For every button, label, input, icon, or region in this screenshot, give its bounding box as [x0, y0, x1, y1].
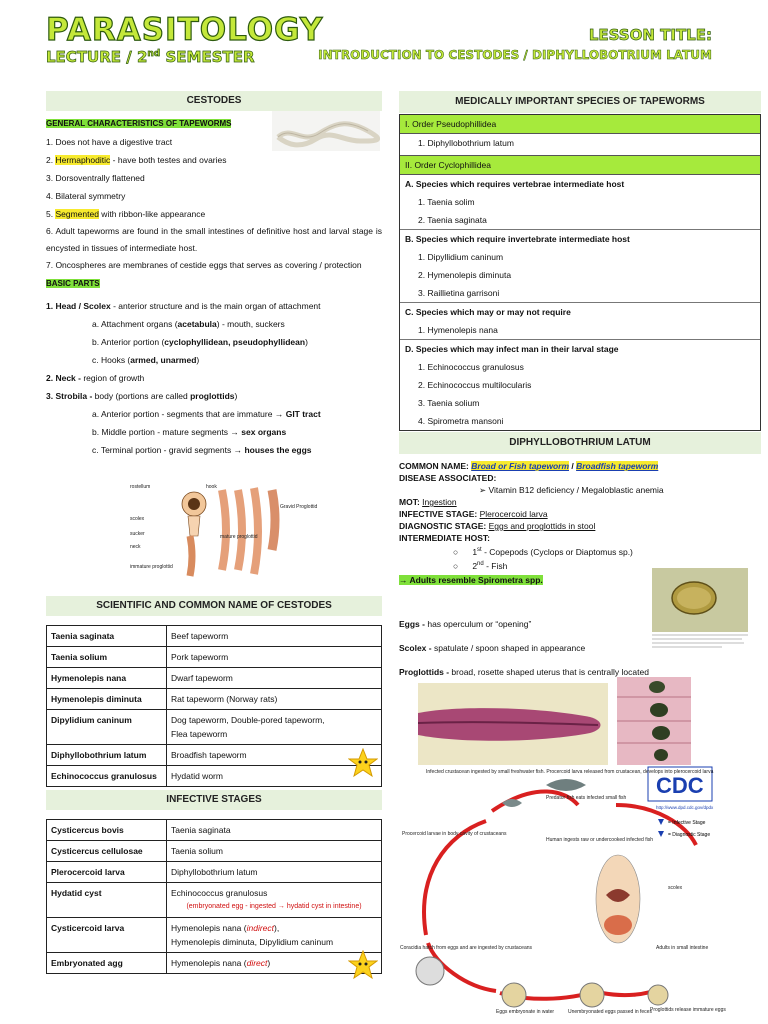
legend-diagnostic: = Diagnostic Stage — [668, 832, 711, 838]
proglottid-photo — [617, 677, 691, 765]
star-sticker-2 — [348, 950, 378, 980]
table-row: Cysticercus bovis Taenia saginata — [47, 820, 382, 841]
species-item: 2. Echinococcus multilocularis — [418, 380, 532, 390]
lesson-title: INTRODUCTION TO CESTODES / DIPHYLLOBOTRIUM LATUM — [318, 48, 712, 62]
gen-char-heading: GENERAL CHARACTERISTICS OF TAPEWORMS — [46, 119, 232, 128]
diphyllo-morphology — [399, 612, 649, 684]
table-row: Cysticercoid larva Hymenolepis nana (indirect), Hymenolepis diminuta, Dipylidium caninum — [47, 918, 382, 953]
diagram-label-hook: hook — [206, 484, 217, 490]
group-c-list — [400, 321, 760, 339]
lifecycle-label-1: Infected crustacean ingested by small freshwater fish. Procercoid larva released from crustacean, develops into plerocercoid larva — [426, 769, 714, 775]
table-row: Taenia saginata Beef tapeworm — [47, 626, 382, 647]
table-row: Hymenolepis diminuta Rat tapeworm (Norway rats) — [47, 689, 382, 710]
lifecycle-label-7: Unembryonated eggs passed in feces — [568, 1009, 652, 1015]
eggs-desc: Eggs - has operculum or “opening” — [399, 619, 532, 629]
species-item: 3. Taenia solium — [418, 398, 480, 408]
disease-item: ➢ Vitamin B12 deficiency / Megaloblastic anemia — [479, 485, 664, 495]
part-head-a: a. Attachment organs (acetabula) - mouth, suckers — [92, 319, 285, 329]
group-a-list — [400, 193, 760, 229]
lifecycle-label-9: Adults in small intestine — [656, 945, 709, 951]
part-neck: 2. Neck - region of growth — [46, 373, 145, 383]
mot: MOT: Ingestion — [399, 497, 457, 507]
scientific-table — [46, 625, 382, 787]
group-b-heading: B. Species which require invertebrate intermediate host — [400, 229, 760, 248]
strobila-a: a. Anterior portion - segments that are immature → GIT tract — [92, 409, 321, 419]
lifecycle-label-5: Coracidia hatch from eggs and are ingested by crustaceans — [400, 945, 533, 951]
table-row: Diphyllobothrium latum Broadfish tapeworm — [47, 745, 382, 766]
diphyllo-section — [399, 460, 761, 586]
host-2: ○ 2nd - Fish — [453, 560, 508, 571]
group-d-heading: D. Species which may infect man in their larval stage — [400, 339, 760, 358]
table-row: Hydatid cyst Echinococcus granulosus (embryonated egg - ingested → hydatid cyst in intestine) — [47, 883, 382, 918]
disease-label: DISEASE ASSOCIATED: — [399, 473, 497, 483]
diphyllo-heading: DIPHYLLOBOTHRIUM LATUM — [399, 432, 761, 454]
table-row: Taenia solium Pork tapeworm — [47, 647, 382, 668]
intermediate-host-label: INTERMEDIATE HOST: — [399, 533, 490, 543]
lifecycle-label-8: Proglottids release immature eggs — [650, 1007, 726, 1013]
legend-infective: = Infective Stage — [668, 820, 706, 826]
group-b-list — [400, 248, 760, 302]
species-item: 1. Echinococcus granulosus — [418, 362, 524, 372]
table-row: Embryonated agg Hymenolepis nana (direct) — [47, 953, 382, 974]
species-heading: MEDICALLY IMPORTANT SPECIES OF TAPEWORMS — [399, 91, 761, 113]
table-row: Dipylidium caninum Dog tapeworm, Double-pored tapeworm, Flea tapeworm — [47, 710, 382, 745]
table-row: Echinococcus granulosus Hydatid worm — [47, 766, 382, 787]
diagram-label-rostellum: rostellum — [130, 484, 151, 490]
order-cyclophillidea: II. Order Cyclophillidea — [400, 155, 760, 175]
group-a-heading: A. Species which requires vertebrae intermediate host — [405, 179, 625, 189]
common-name: COMMON NAME: Broad or Fish tapeworm / Broadfish tapeworm — [399, 461, 659, 471]
char-item: 2. Hermaphoditic - have both testes and ovaries — [46, 155, 227, 165]
species-item: 1. Dipyllidium caninum — [418, 252, 504, 262]
char-item: 3. Dorsoventrally flattened — [46, 173, 145, 183]
order-pseudophillidea: I. Order Pseudophillidea — [400, 115, 760, 134]
diagram-label-mature: mature proglottid — [220, 534, 258, 540]
part-head-c: c. Hooks (armed, unarmed) — [92, 355, 200, 365]
lesson-label: LESSON TITLE: — [588, 26, 712, 44]
cestodes-heading: CESTODES — [46, 91, 382, 111]
species-item: 3. Raillietina garrisoni — [418, 288, 500, 298]
scientific-heading: SCIENTIFIC AND COMMON NAME OF CESTODES — [46, 596, 382, 616]
scolex-desc: Scolex - spatulate / spoon shaped in appearance — [399, 643, 586, 653]
species-table — [399, 114, 761, 431]
species-item: 1. Taenia solim — [418, 197, 475, 207]
lifecycle-diagram — [396, 765, 748, 1015]
table-row: Plerocercoid larva Diphyllobothrium latum — [47, 862, 382, 883]
infective-heading: INFECTIVE STAGES — [46, 790, 382, 810]
table-row: Cysticercus cellulosae Taenia solium — [47, 841, 382, 862]
part-head-b: b. Anterior portion (cyclophyllidean, pseudophyllidean) — [92, 337, 308, 347]
cestodes-section — [46, 114, 382, 459]
lecture-label: LECTURE / 2nd SEMESTER — [46, 48, 255, 66]
page-header-right — [318, 26, 712, 62]
egg-micrograph — [652, 568, 748, 656]
char-item: 1. Does not have a digestive tract — [46, 137, 173, 147]
group-d-list — [400, 358, 760, 430]
char-item-7: 7. Oncospheres are membranes of cestide eggs that serves as covering / protection — [46, 260, 362, 270]
lifecycle-label-10: scolex — [668, 885, 683, 891]
basic-parts-heading: BASIC PARTS — [46, 279, 100, 288]
lifecycle-label-6: Eggs embryonate in water — [496, 1009, 555, 1015]
species-item: 2. Taenia saginata — [418, 215, 487, 225]
lifecycle-label-3: Procercoid larvae in body cavity of crustaceans — [402, 831, 507, 837]
strobila-c: c. Terminal portion - gravid segments → houses the eggs — [92, 445, 312, 455]
cdc-url: http://www.dpd.cdc.gov/dpdx — [656, 805, 714, 810]
tapeworm-anatomy-diagram — [122, 480, 318, 580]
diagram-label-gravid: Gravid Proglottid — [280, 504, 318, 510]
part-strobila: 3. Strobila - body (portions are called proglottids) — [46, 391, 238, 401]
host-1: ○ 1st - Copepods (Cyclops or Diaptomus sp.) — [453, 546, 633, 557]
proglottids-desc: Proglottids - broad, rosette shaped uterus that is centrally located — [399, 667, 649, 677]
resemble-note: → Adults resemble Spirometra spp. — [399, 574, 543, 585]
char-item: 4. Bilateral symmetry — [46, 191, 126, 201]
char-item-6: 6. Adult tapeworms are found in the small intestines of definitive host and larval stage is encysted in tissues of intermediate host. — [46, 226, 382, 253]
diagram-label-neck: neck — [130, 544, 141, 550]
tapeworm-photo — [272, 111, 380, 151]
diagram-label-immature: immature proglottid — [130, 564, 173, 570]
part-head: 1. Head / Scolex - anterior structure and is the main organ of attachment — [46, 301, 321, 311]
species-item: 1. Hymenolepis nana — [418, 325, 498, 335]
lifecycle-label-2: Predator fish eats infected small fish — [546, 795, 627, 801]
star-sticker — [348, 748, 378, 778]
order1-item: 1. Diphyllobothrium latum — [418, 138, 514, 148]
group-c-heading: C. Species which may or may not require — [400, 302, 760, 321]
scolex-photo — [418, 683, 608, 765]
diagram-label-scolex: scolex — [130, 516, 145, 522]
cdc-logo-text: CDC — [656, 773, 704, 798]
diagram-label-sucker: sucker — [130, 531, 145, 537]
lifecycle-label-4: Human ingests raw or undercooked infected fish — [546, 837, 654, 843]
infective-table — [46, 819, 382, 974]
table-row: Hymenolepis nana Dwarf tapeworm — [47, 668, 382, 689]
strobila-b: b. Middle portion - mature segments → sex organs — [92, 427, 287, 437]
diagnostic-stage: DIAGNOSTIC STAGE: Eggs and proglottids in stool — [399, 521, 596, 531]
char-item: 5. Segmented with ribbon-like appearance — [46, 209, 206, 219]
page-header-left — [46, 14, 323, 66]
subject-title: PARASITOLOGY — [46, 12, 324, 48]
infective-stage: INFECTIVE STAGE: Plerocercoid larva — [399, 509, 548, 519]
species-item: 4. Spirometra mansoni — [418, 416, 504, 426]
species-item: 2. Hymenolepis diminuta — [418, 270, 512, 280]
